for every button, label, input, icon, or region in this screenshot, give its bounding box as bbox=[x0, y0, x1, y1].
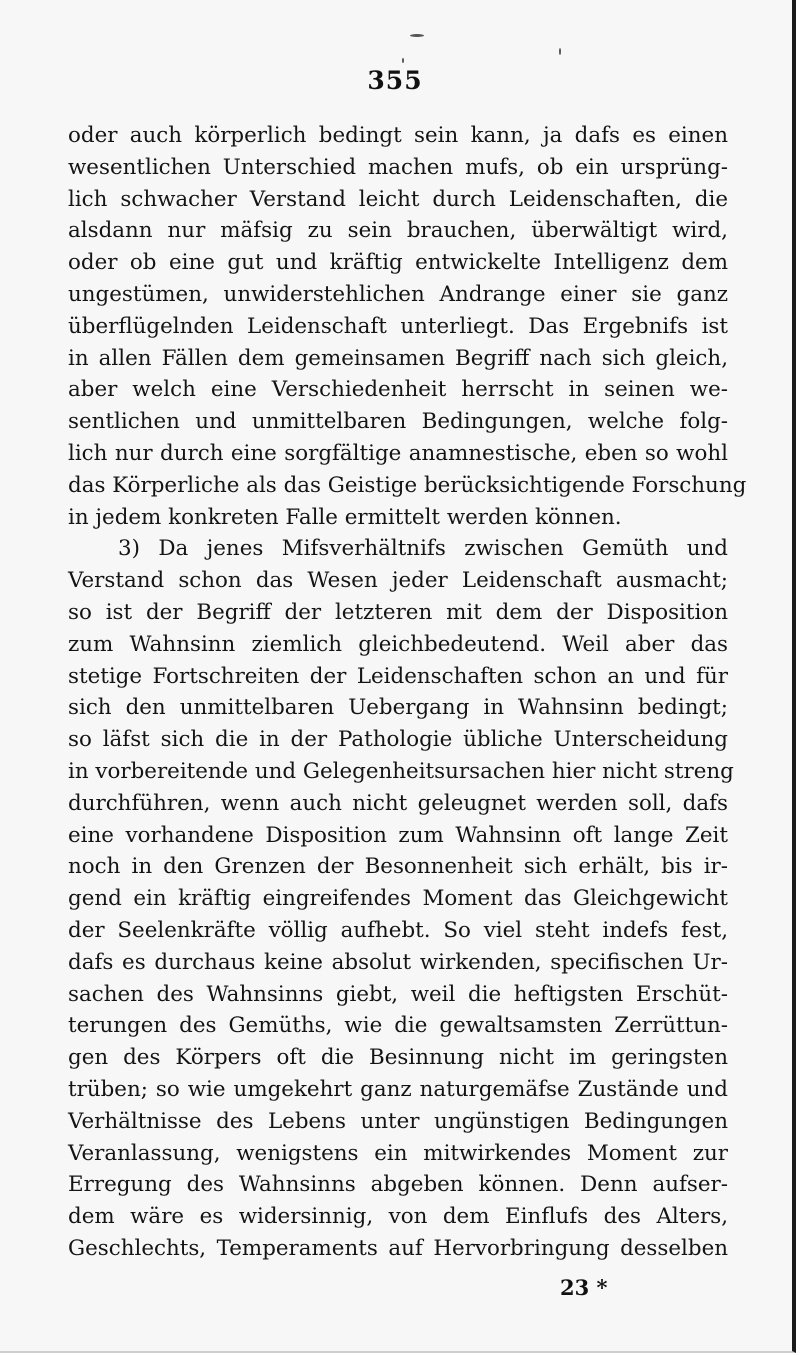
body-text bbox=[68, 120, 747, 1265]
text-line: überflügelnden Leidenschaft unterliegt. Das Ergebnifs ist bbox=[68, 313, 728, 339]
text-line: das Körperliche als das Geistige berücksichtigende Forschung bbox=[68, 472, 747, 498]
text-line: so ist der Begriff der letzteren mit dem der Disposition bbox=[68, 599, 728, 625]
text-line: sentlichen und unmittelbaren Bedingungen, welche folg- bbox=[68, 409, 728, 435]
ink-speck bbox=[410, 34, 424, 37]
text-line: Geschlechts, Temperaments auf Hervorbringung desselben bbox=[68, 1235, 728, 1261]
text-line: lich schwacher Verstand leicht durch Leidenschaften, die bbox=[68, 186, 728, 212]
text-line: sich den unmittelbaren Uebergang in Wahnsinn bedingt; bbox=[68, 695, 728, 721]
text-line: oder auch körperlich bedingt sein kann, ja dafs es einen bbox=[68, 123, 728, 148]
text-line: der Seelenkräfte völlig aufhebt. So viel steht indefs fest, bbox=[68, 917, 728, 943]
text-line: so läfst sich die in der Pathologie übliche Unterscheidung bbox=[68, 727, 728, 753]
text-line: in vorbereitende und Gelegenheitsursachen hier nicht streng bbox=[68, 758, 734, 784]
text-line: Veranlassung, wenigstens ein mitwirkendes Moment zur bbox=[68, 1140, 728, 1166]
text-line: noch in den Grenzen der Besonnenheit sich erhält, bis ir- bbox=[68, 854, 728, 880]
text-line: trüben; so wie umgekehrt ganz naturgemäfse Zustände und bbox=[68, 1076, 728, 1102]
text-line: eine vorhandene Disposition zum Wahnsinn oft lange Zeit bbox=[68, 822, 728, 848]
text-line: dem wäre es widersinnig, von dem Einflufs des Alters, bbox=[68, 1204, 728, 1230]
text-line: terungen des Gemüths, wie die gewaltsamsten Zerrüttun- bbox=[68, 1013, 728, 1039]
ink-speck bbox=[402, 58, 404, 63]
signature-mark: 23 * bbox=[560, 1275, 608, 1300]
text-line: lich nur durch eine sorgfältige anamnestische, eben so wohl bbox=[68, 440, 728, 466]
text-line: in allen Fällen dem gemeinsamen Begriff nach sich gleich, bbox=[68, 345, 728, 371]
text-line: durchführen, wenn auch nicht geleugnet werden soll, dafs bbox=[68, 790, 728, 816]
text-line: sachen des Wahnsinns giebt, weil die heftigsten Erschüt- bbox=[68, 981, 728, 1007]
text-line: Erregung des Wahnsinns abgeben können. Denn aufser- bbox=[68, 1172, 728, 1198]
text-line: ungestümen, unwiderstehlichen Andrange einer sie ganz bbox=[68, 281, 728, 307]
text-line: aber welch eine Verschiedenheit herrscht in seinen we- bbox=[68, 377, 728, 403]
text-line: wesentlichen Unterschied machen mufs, ob ein ursprüng- bbox=[68, 154, 728, 180]
ink-speck bbox=[559, 48, 561, 55]
text-line: Verhältnisse des Lebens unter ungünstigen Bedingungen bbox=[68, 1108, 728, 1134]
paragraph-start-line: 3) Da jenes Mifsverhältnifs zwischen Gemüth und bbox=[118, 536, 728, 562]
paragraph-end-line: in jedem konkreten Falle ermittelt werden können. bbox=[68, 504, 622, 530]
page-number: 355 bbox=[367, 66, 423, 95]
text-line: dafs es durchaus keine absolut wirkenden, specifischen Ur- bbox=[68, 949, 728, 975]
text-line: zum Wahnsinn ziemlich gleichbedeutend. Weil aber das bbox=[68, 631, 728, 657]
text-line: gend ein kräftig eingreifendes Moment das Gleichgewicht bbox=[68, 886, 728, 912]
text-line: stetige Fortschreiten der Leidenschaften schon an und für bbox=[68, 663, 728, 689]
text-line: gen des Körpers oft die Besinnung nicht im geringsten bbox=[68, 1045, 728, 1071]
text-line: Verstand schon das Wesen jeder Leidenschaft ausmacht; bbox=[68, 568, 728, 594]
text-line: oder ob eine gut und kräftig entwickelte Intelligenz dem bbox=[68, 250, 728, 276]
text-line: alsdann nur mäfsig zu sein brauchen, überwältigt wird, bbox=[68, 218, 728, 244]
